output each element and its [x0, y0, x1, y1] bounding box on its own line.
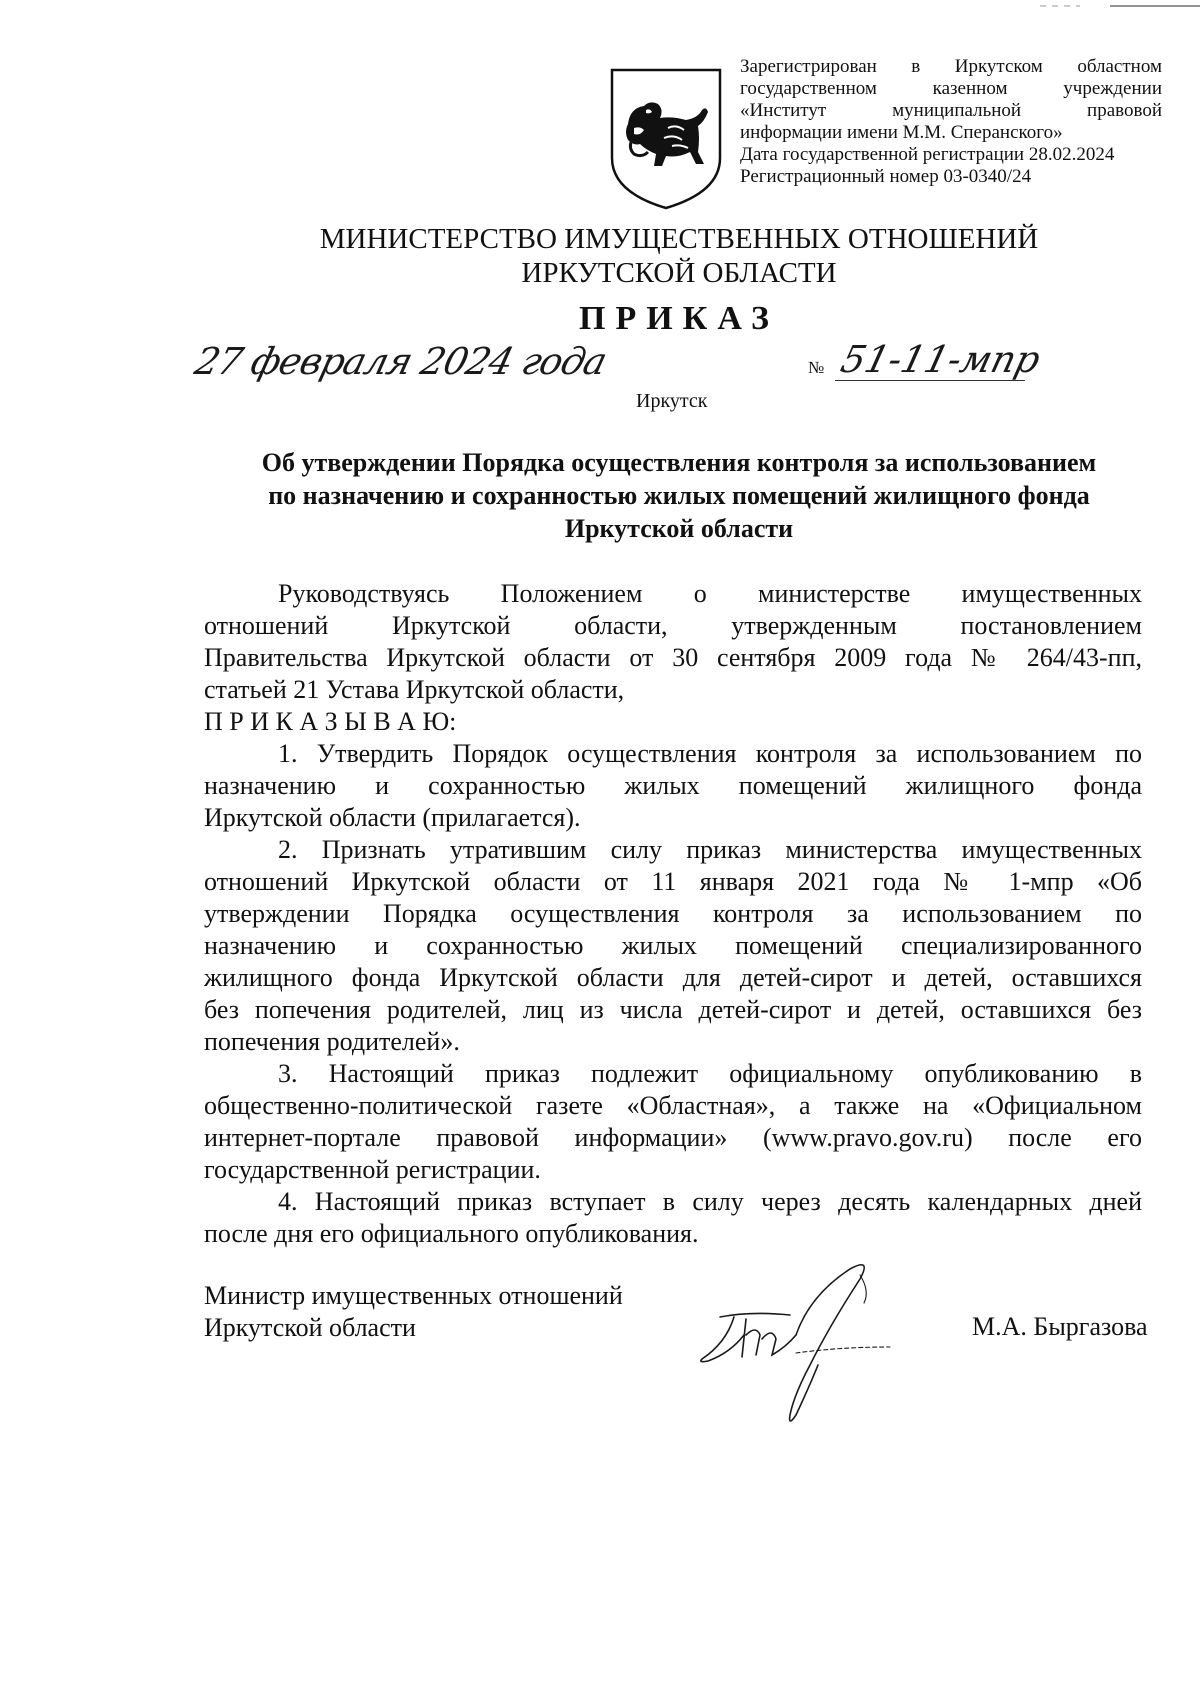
paragraph-line: назначению и сохранностью жилых помещений специализированного	[204, 931, 1142, 960]
order-item-3	[204, 1058, 1142, 1186]
order-title: ПРИКАЗ	[579, 300, 779, 337]
paragraph-line: 3. Настоящий приказ подлежит официальному опубликованию в	[278, 1059, 1142, 1088]
paragraph-line: статьей 21 Устава Иркутской области,	[204, 675, 625, 704]
registration-stamp	[740, 56, 1162, 188]
ministry-header	[200, 222, 1158, 290]
paragraph-line: Иркутской области (прилагается).	[204, 803, 581, 832]
paragraph-line: отношений Иркутской области, утвержденным постановлением	[204, 611, 1142, 640]
paragraph-line: 4. Настоящий приказ вступает в силу через десять календарных дней	[278, 1187, 1142, 1216]
paragraph-line: П Р И К А З Ы В А Ю:	[204, 707, 457, 736]
scan-edge-mark	[1040, 4, 1200, 8]
registration-line: информации имени М.М. Сперанского»	[740, 122, 1063, 143]
signatory-region: Иркутской области	[204, 1313, 416, 1342]
handwritten-order-number: 51-11-мпр	[836, 338, 1045, 381]
order-item-2	[204, 834, 1142, 1058]
city-name: Иркутск	[636, 390, 708, 412]
paragraph-line: 2. Признать утратившим силу приказ министерства имущественных	[278, 835, 1142, 864]
paragraph-line: после дня его официального опубликования.	[204, 1219, 699, 1248]
paragraph-line: 1. Утвердить Порядок осуществления контроля за использованием по	[278, 739, 1142, 768]
number-sign: №	[808, 358, 825, 377]
subject-line: по назначению и сохранностью жилых помещений жилищного фонда	[268, 481, 1090, 510]
signatory-position: Министр имущественных отношений	[204, 1281, 623, 1310]
registration-number: Регистрационный номер 03-0340/24	[740, 166, 1032, 187]
prikazyvayu-heading	[204, 706, 1142, 738]
ministry-name: МИНИСТЕРСТВО ИМУЩЕСТВЕННЫХ ОТНОШЕНИЙ	[319, 223, 1039, 255]
handwritten-signature	[690, 1255, 905, 1430]
paragraph-line: интернет-портале правовой информации» (www.pravo.gov.ru) после его	[204, 1123, 1142, 1152]
subject-line: Об утверждении Порядка осуществления контроля за использованием	[261, 448, 1097, 477]
paragraph-line: государственной регистрации.	[204, 1155, 541, 1184]
registration-line: государственном казенном учреждении	[740, 78, 1162, 99]
paragraph-line: попечения родителей».	[204, 1027, 460, 1056]
paragraph-line: отношений Иркутской области от 11 января 2021 года № 1-мпр «Об	[204, 867, 1142, 896]
handwritten-date: 27 февраля 2024 года	[190, 340, 611, 383]
paragraph-line: общественно-политической газете «Областная», а также на «Официальном	[204, 1091, 1142, 1120]
registration-line: «Институт муниципальной правовой	[740, 100, 1162, 121]
number-underline	[835, 380, 1025, 381]
intro-paragraph	[204, 578, 1142, 706]
order-item-1	[204, 738, 1142, 834]
registration-line: Зарегистрирован в Иркутском областном	[740, 56, 1162, 77]
paragraph-line: назначению и сохранностью жилых помещений жилищного фонда	[204, 771, 1142, 800]
coat-of-arms-icon	[606, 66, 726, 212]
order-item-4	[204, 1186, 1142, 1250]
subject-line: Иркутской области	[564, 514, 794, 543]
paragraph-line: жилищного фонда Иркутской области для детей-сирот и детей, оставшихся	[204, 963, 1142, 992]
signatory-name: М.А. Быргазова	[972, 1312, 1148, 1341]
ministry-region: ИРКУТСКОЙ ОБЛАСТИ	[521, 257, 837, 289]
paragraph-line: Правительства Иркутской области от 30 сентября 2009 года № 264/43-пп,	[204, 643, 1142, 672]
paragraph-line: Руководствуясь Положением о министерстве имущественных	[278, 579, 1142, 608]
registration-date: Дата государственной регистрации 28.02.2024	[740, 144, 1115, 165]
order-subject	[204, 446, 1154, 545]
paragraph-line: утверждении Порядка осуществления контроля за использованием по	[204, 899, 1142, 928]
signatory-title	[204, 1280, 623, 1344]
paragraph-line: без попечения родителей, лиц из числа детей-сирот и детей, оставшихся без	[204, 995, 1142, 1024]
